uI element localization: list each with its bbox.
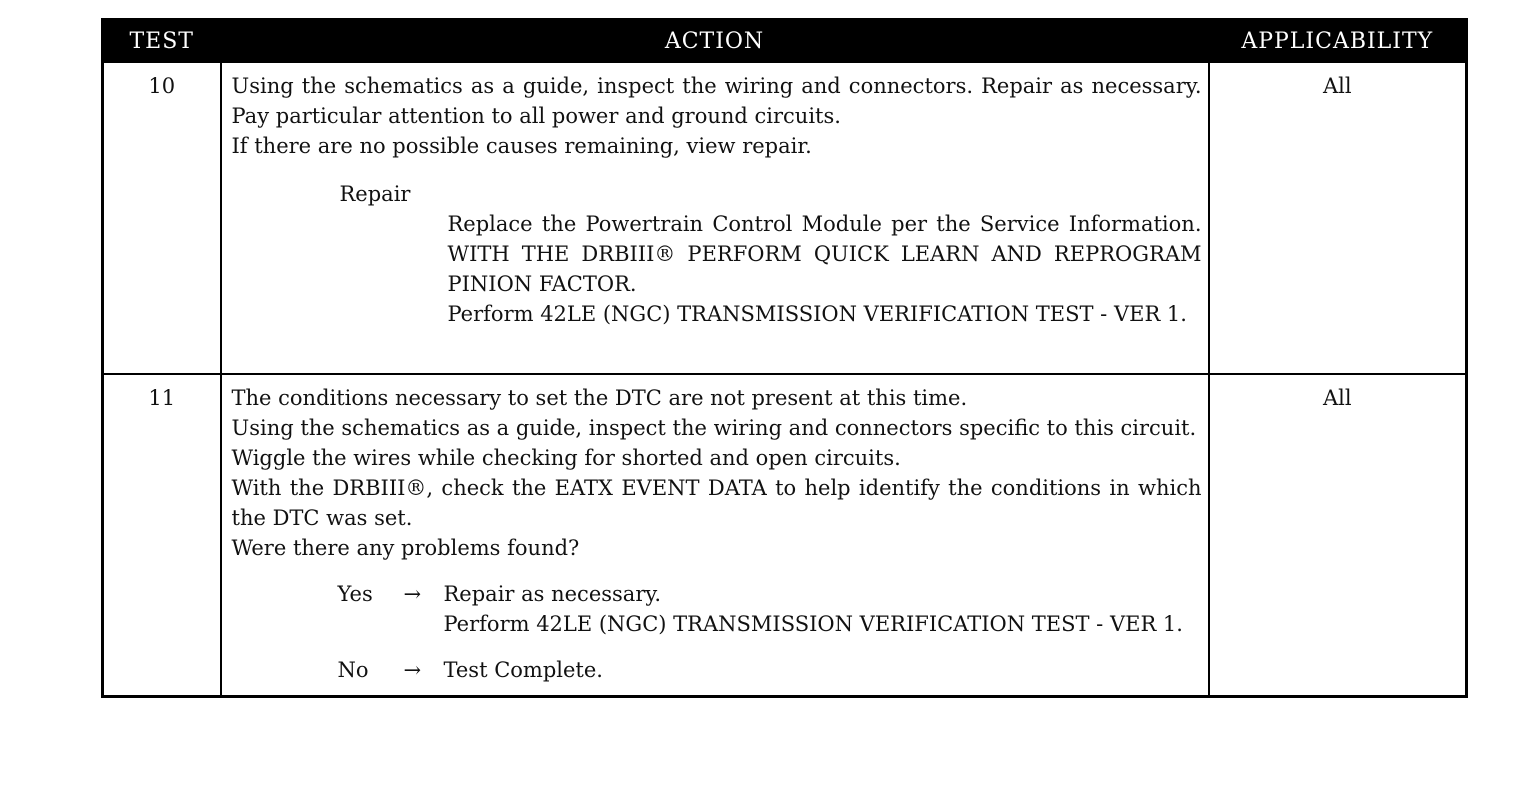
arrow-right-icon: → (403, 582, 422, 606)
applicability-value: All (1209, 62, 1467, 374)
repair-text: Replace the Powertrain Control Module per the Service Information. WITH THE DRBIII® PERFORM QUICK LEARN AND REPROGRAM PINION FACTOR. (447, 212, 1202, 296)
header-action: ACTION (221, 20, 1209, 63)
action-text: The conditions necessary to set the DTC are not present at this time. (231, 386, 968, 410)
table-row (103, 374, 1467, 697)
yes-label: Yes (337, 582, 373, 606)
header-applicability: APPLICABILITY (1209, 20, 1467, 63)
action-text: If there are no possible causes remaining, view repair. (231, 134, 812, 158)
action-text: Using the schematics as a guide, inspect the wiring and connectors. Repair as necessary. Pay particular attention to all power and ground circuits. (231, 74, 1202, 128)
action-cell (221, 374, 1209, 697)
table-header-row (103, 20, 1467, 63)
applicability-value: All (1209, 374, 1467, 697)
action-text: Were there any problems found? (231, 536, 580, 560)
action-text: Using the schematics as a guide, inspect the wiring and connectors specific to this circuit. (231, 416, 1197, 440)
no-label: No (337, 658, 369, 682)
repair-text: Perform 42LE (NGC) TRANSMISSION VERIFICATION TEST - VER 1. (447, 302, 1187, 326)
action-text: Wiggle the wires while checking for shorted and open circuits. (231, 446, 901, 470)
no-text: Test Complete. (443, 658, 603, 682)
arrow-right-icon: → (403, 658, 422, 682)
header-test: TEST (103, 20, 221, 63)
table-row (103, 62, 1467, 374)
repair-label: Repair (339, 182, 411, 206)
test-number: 10 (103, 62, 221, 374)
yes-outcome (232, 579, 1202, 639)
diagnostic-test-table-page (101, 18, 1465, 766)
yes-text: Perform 42LE (NGC) TRANSMISSION VERIFICATION TEST - VER 1. (443, 612, 1183, 636)
action-cell (221, 62, 1209, 374)
yes-text: Repair as necessary. (443, 582, 662, 606)
test-number: 11 (103, 374, 221, 697)
action-text: With the DRBIII®, check the EATX EVENT DATA to help identify the conditions in which the DTC was set. (231, 476, 1202, 530)
diagnostic-test-table (101, 18, 1468, 698)
no-outcome (232, 655, 1202, 685)
repair-section (232, 179, 1202, 329)
